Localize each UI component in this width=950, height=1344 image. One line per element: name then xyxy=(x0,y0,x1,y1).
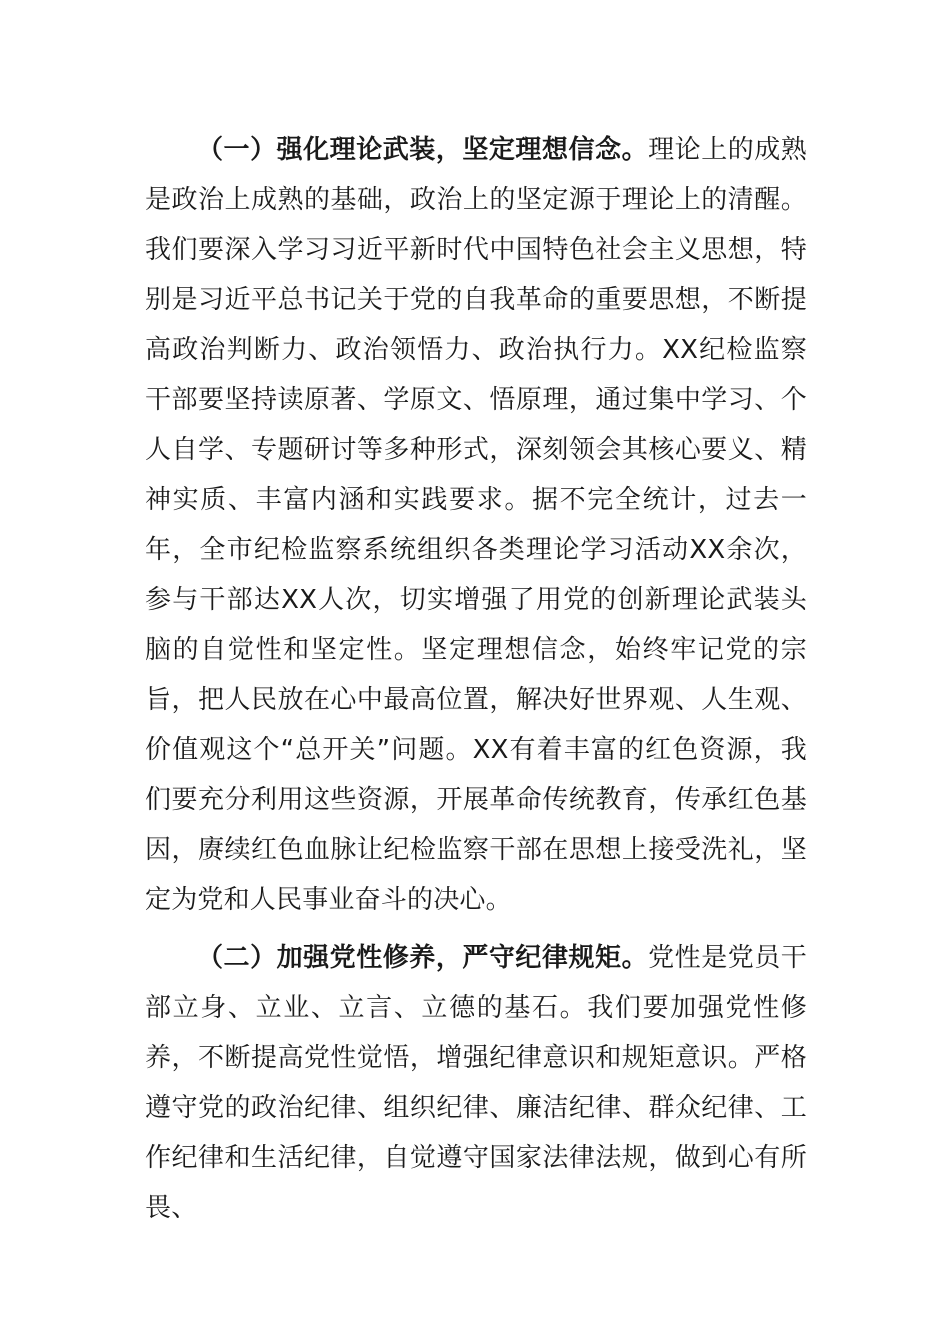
paragraph-1 xyxy=(145,125,807,925)
paragraph-1-body: 理论上的成熟是政治上成熟的基础，政治上的坚定源于理论上的清醒。我们要深入学习习近平新时代中国特色社会主义思想，特别是习近平总书记关于党的自我革命的重要思想，不断提高政治判断力、政治领悟力、政治执行力。XX纪检监察干部要坚持读原著、学原文、悟原理，通过集中学习、个人自学、专题研讨等多种形式，深刻领会其核心要义、精神实质、丰富内涵和实践要求。据不完全统计，过去一年，全市纪检监察系统组织各类理论学习活动XX余次，参与干部达XX人次，切实增强了用党的创新理论武装头脑的自觉性和坚定性。坚定理想信念，始终牢记党的宗旨，把人民放在心中最高位置，解决好世界观、人生观、价值观这个“总开关”问题。XX有着丰富的红色资源，我们要充分利用这些资源，开展革命传统教育，传承红色基因，赓续红色血脉让纪检监察干部在思想上接受洗礼，坚定为党和人民事业奋斗的决心。 xyxy=(145,135,808,915)
paragraph-2-heading: （二）加强党性修养，严守纪律规矩。 xyxy=(197,943,649,973)
paragraph-2 xyxy=(145,933,807,1233)
paragraph-2-body: 党性是党员干部立身、立业、立言、立德的基石。我们要加强党性修养，不断提高党性觉悟，增强纪律意识和规矩意识。严格遵守党的政治纪律、组织纪律、廉洁纪律、群众纪律、工作纪律和生活纪律，自觉遵守国家法律法规，做到心有所畏、 xyxy=(145,943,808,1223)
paragraph-1-heading: （一）强化理论武装，坚定理想信念。 xyxy=(197,135,649,165)
document-page xyxy=(145,125,807,1241)
